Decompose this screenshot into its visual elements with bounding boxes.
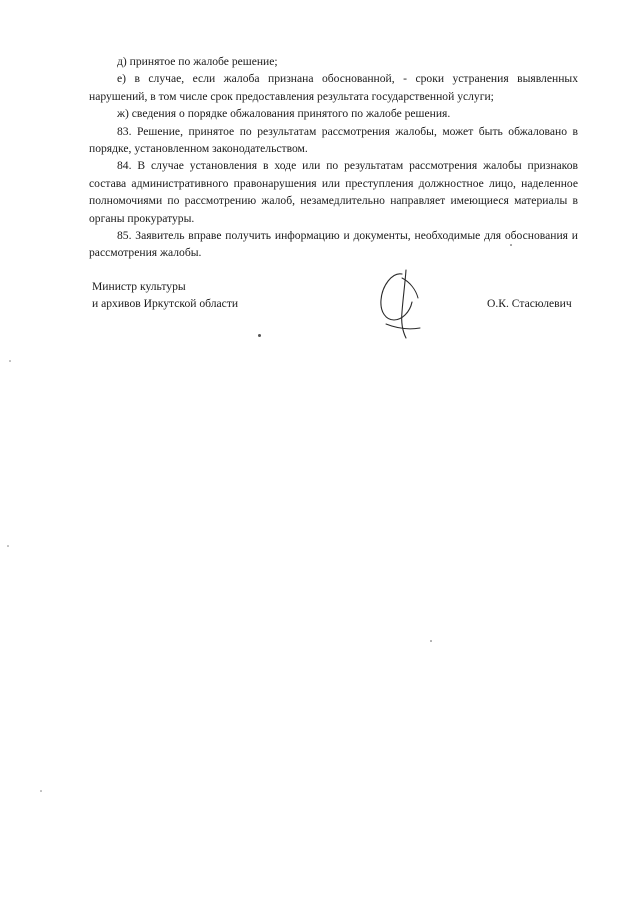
signatory-position [92, 278, 292, 313]
paragraph-83: 83. Решение, принятое по результатам рассмотрения жалобы, может быть обжаловано в порядке, установленном законодательством. [89, 124, 578, 156]
paragraph-84: 84. В случае установления в ходе или по результатам рассмотрения жалобы признаков состава административного правонарушения или преступления должностное лицо, наделенное полномочиями по рассмотрению жалоб, незамедлительно направляет имеющиеся материалы в органы прокуратуры. [89, 159, 578, 225]
scan-speck [9, 360, 11, 362]
paragraph-85: 85. Заявитель вправе получить информацию и документы, необходимые для обоснования и рассмотрения жалобы. [89, 229, 578, 260]
document-body [89, 53, 578, 262]
scan-speck [510, 244, 512, 246]
paragraph-zh: ж) сведения о порядке обжалования принятого по жалобе решения. [117, 107, 451, 121]
signatory-name: О.К. Стасюлевич [487, 297, 572, 310]
handwritten-signature [372, 268, 428, 340]
scan-speck [40, 790, 42, 792]
position-line-1: Министр культуры [92, 280, 186, 293]
paragraph-e: е) в случае, если жалоба признана обоснованной, - сроки устранения выявленных нарушений, в том числе срок предоставления результата государственной услуги; [89, 72, 578, 103]
position-line-2: и архивов Иркутской области [92, 297, 239, 311]
scan-speck [7, 545, 9, 547]
scan-speck [430, 640, 432, 642]
paragraph-d: д) принятое по жалобе решение; [117, 55, 278, 68]
scan-speck [258, 334, 261, 337]
